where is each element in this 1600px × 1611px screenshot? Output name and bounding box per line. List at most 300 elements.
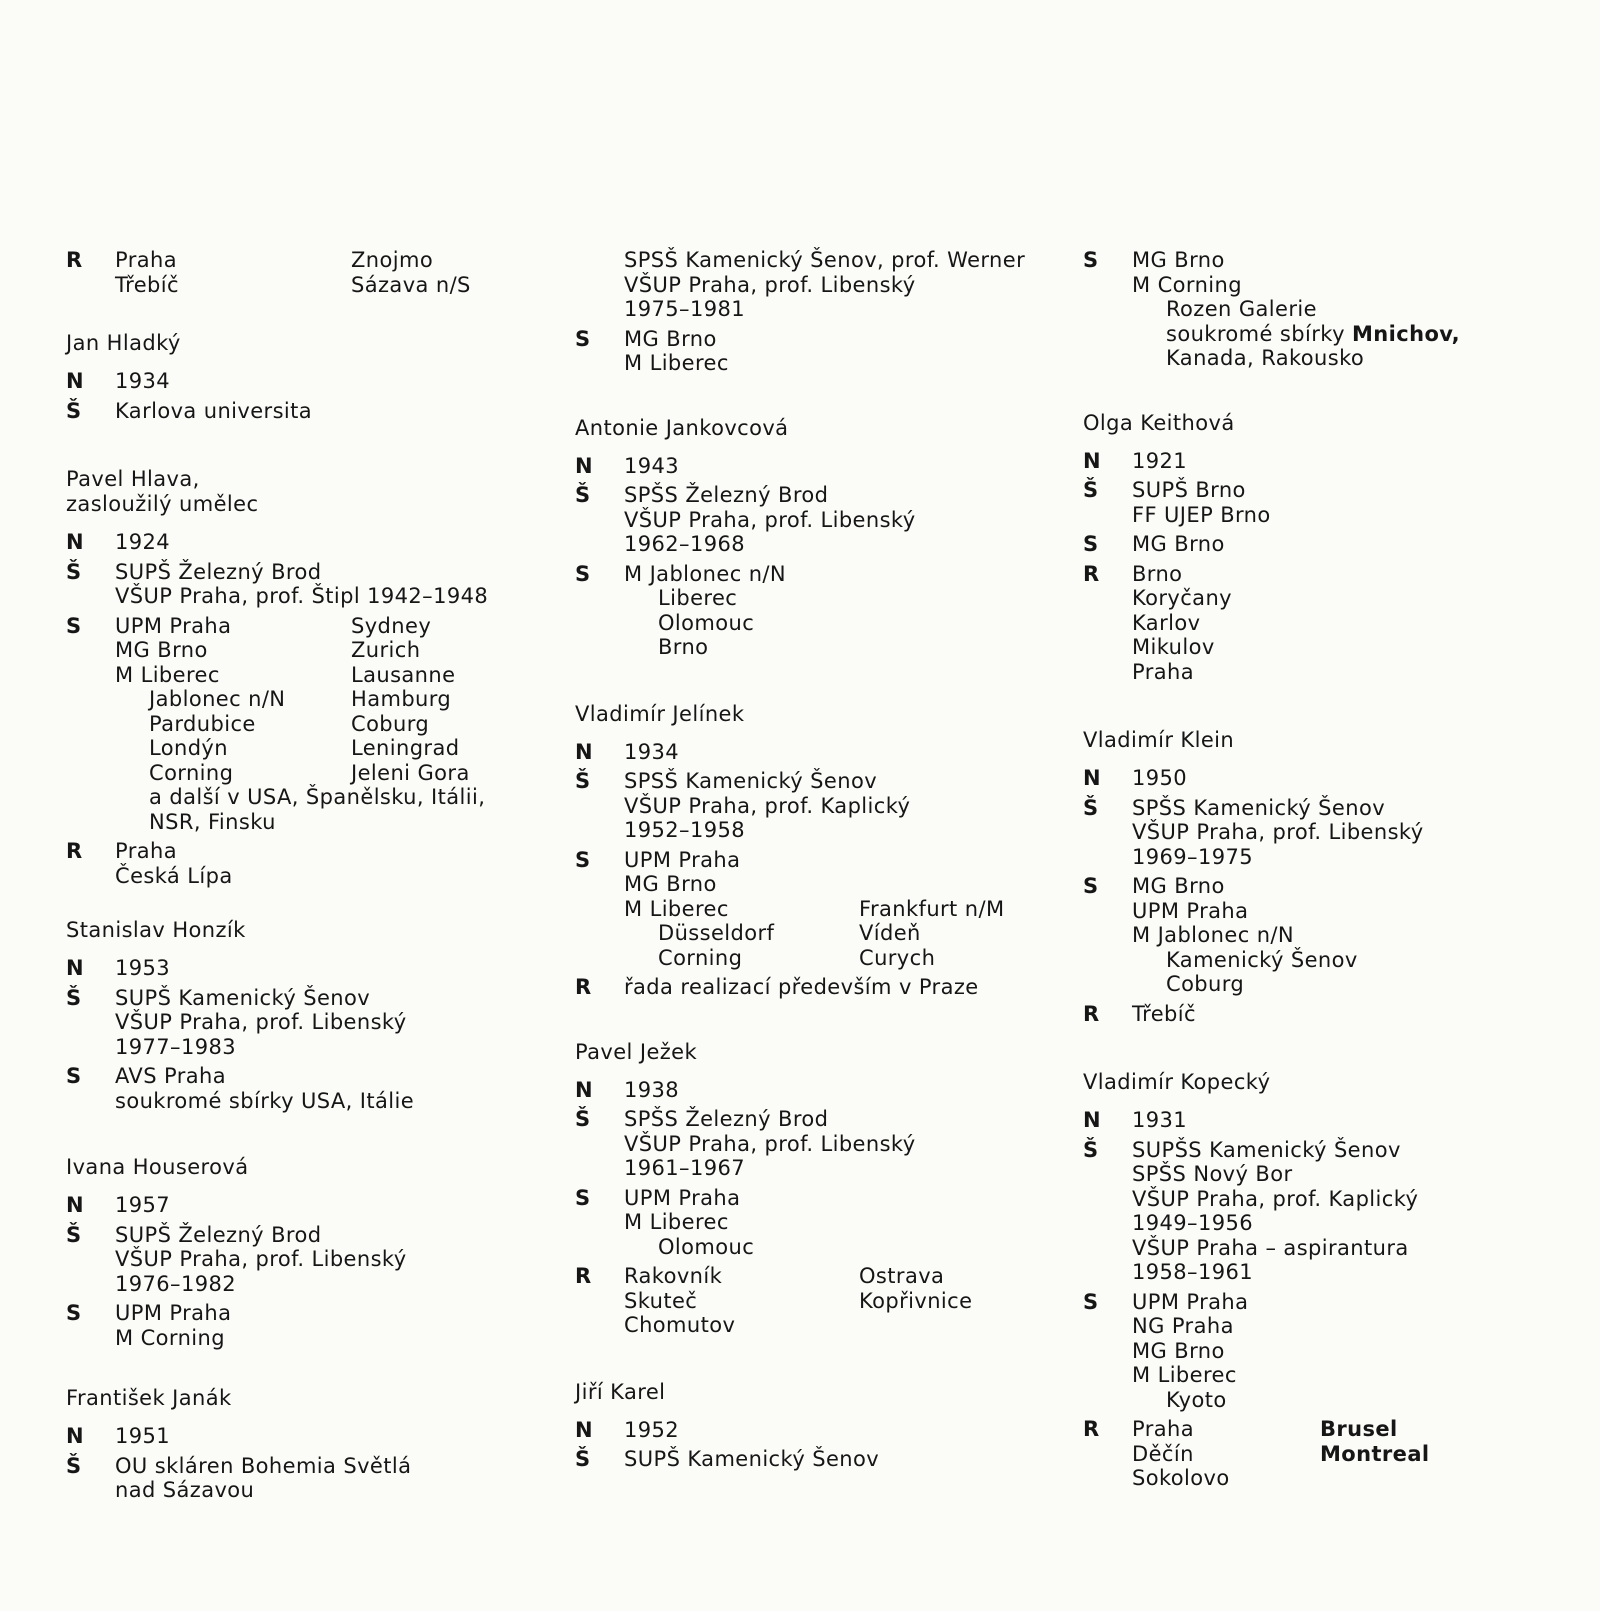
text-line <box>115 530 546 555</box>
line-text: M Liberec <box>1132 1363 1237 1387</box>
text-line <box>1132 503 1563 528</box>
section-letter: S <box>575 1185 591 1210</box>
line-text: SPŠS Nový Bor <box>1132 1162 1293 1186</box>
section-letter: S <box>66 613 82 638</box>
text-line <box>624 848 1055 873</box>
text-line <box>115 1223 546 1248</box>
section-lines <box>115 560 546 609</box>
person-name: Olga Keithová <box>1083 410 1235 435</box>
text-line <box>1132 562 1563 587</box>
person-name: Vladimír Jelínek <box>575 701 745 726</box>
entry-section <box>575 1186 1055 1260</box>
line-text: M Corning <box>115 1325 225 1350</box>
section-letter: Š <box>575 769 591 793</box>
text-line <box>115 712 546 737</box>
line-text: Karlova universita <box>115 398 313 423</box>
line-text: 1951 <box>115 1424 171 1448</box>
line-text: MG Brno <box>1132 248 1225 272</box>
line-text: VŠUP Praha, prof. Libenský <box>624 1131 916 1156</box>
text-line <box>115 248 546 273</box>
line-text: 1934 <box>115 369 171 393</box>
line-text-secondary: Zurich <box>351 638 421 662</box>
line-text: SPŠS Železný Brod <box>624 1107 829 1131</box>
text-line <box>115 663 546 688</box>
entry-section <box>575 740 1055 765</box>
entry-section <box>66 1454 546 1503</box>
person-entry <box>66 467 546 888</box>
text-line <box>624 635 1055 660</box>
text-line <box>624 1210 1055 1235</box>
text-line <box>624 1264 1055 1289</box>
line-text: 1952 <box>624 1417 680 1442</box>
text-line <box>115 785 546 810</box>
entry-section <box>1083 1290 1563 1413</box>
text-line <box>624 1186 1055 1211</box>
entry-section <box>575 1447 1055 1472</box>
line-text: Karlov <box>1132 610 1201 635</box>
text-line <box>624 794 1055 819</box>
text-line <box>624 1235 1055 1260</box>
line-text: Česká Lípa <box>115 863 233 888</box>
line-text: SPŠS Železný Brod <box>624 483 829 507</box>
text-line <box>1132 796 1563 821</box>
section-letter: N <box>575 1417 593 1442</box>
text-line <box>1132 1466 1563 1491</box>
line-text: SUPŠ Železný Brod <box>115 1222 322 1247</box>
text-line <box>115 638 546 663</box>
line-text: UPM Praha <box>624 847 741 872</box>
text-line <box>1132 1260 1563 1285</box>
line-text: Brno <box>1132 561 1183 586</box>
text-line <box>115 1478 546 1503</box>
text-line <box>1132 1108 1563 1133</box>
text-line <box>624 1289 1055 1314</box>
line-text: NG Praha <box>1132 1314 1234 1338</box>
column-1 <box>66 248 546 1508</box>
line-text: 1950 <box>1132 766 1188 790</box>
text-line <box>1132 1236 1563 1261</box>
text-line <box>624 508 1055 533</box>
section-lines <box>624 248 1055 322</box>
section-lines <box>115 399 546 424</box>
text-line <box>1132 972 1563 997</box>
entry-section <box>575 483 1055 557</box>
text-line <box>1132 635 1563 660</box>
text-line <box>624 1107 1055 1132</box>
person-entry <box>575 1380 1055 1472</box>
text-line <box>115 1424 546 1449</box>
text-line <box>115 560 546 585</box>
line-text: M Jablonec n/N <box>1132 923 1295 947</box>
section-letter: S <box>575 326 591 351</box>
text-line <box>624 248 1055 273</box>
text-line <box>115 273 546 298</box>
section-letter: N <box>575 739 593 764</box>
column-2 <box>575 248 1055 1477</box>
line-text: Coburg <box>1166 972 1245 996</box>
text-line <box>1132 845 1563 870</box>
person-entry <box>1083 411 1563 685</box>
section-lines <box>1132 1417 1563 1491</box>
section-lines <box>1132 478 1563 527</box>
line-text: nad Sázavou <box>115 1478 255 1502</box>
text-line <box>1132 1187 1563 1212</box>
line-text-secondary: Ostrava <box>859 1264 945 1288</box>
line-text: Praha <box>1132 1417 1194 1441</box>
text-line <box>1132 1002 1563 1027</box>
line-text: 1957 <box>115 1193 171 1217</box>
text-line <box>1132 1162 1563 1187</box>
section-lines <box>624 1186 1055 1260</box>
text-line <box>1132 660 1563 685</box>
entry-section <box>575 975 1055 1000</box>
entry-section <box>66 1424 546 1449</box>
person-entry <box>66 331 546 423</box>
line-text: M Liberec <box>624 1210 729 1234</box>
section-letter: N <box>1083 766 1101 790</box>
line-text: 1938 <box>624 1077 680 1102</box>
text-line <box>624 1156 1055 1181</box>
line-text: SPŠS Kamenický Šenov <box>1132 795 1386 820</box>
section-letter: S <box>1083 874 1099 898</box>
line-text: UPM Praha <box>624 1185 741 1210</box>
text-line <box>624 297 1055 322</box>
line-text: UPM Praha <box>115 1301 232 1325</box>
text-line <box>115 687 546 712</box>
text-line <box>1132 586 1563 611</box>
text-line <box>115 1272 546 1297</box>
person-entry <box>575 702 1055 1000</box>
person-name: Vladimír Kopecký <box>1083 1070 1271 1094</box>
section-letter: N <box>66 1424 84 1448</box>
section-lines <box>624 483 1055 557</box>
entry-section <box>575 1107 1055 1181</box>
section-letter: Š <box>66 985 82 1010</box>
line-text: Praha <box>1132 659 1194 684</box>
section-letter: S <box>575 847 591 872</box>
line-text-secondary: Vídeň <box>859 921 921 945</box>
line-text: VŠUP Praha, prof. Kaplický <box>1132 1186 1419 1211</box>
person-name-line: Pavel Hlava, <box>66 467 200 491</box>
person-name: František Janák <box>66 1386 232 1410</box>
line-text: SPSŠ Kamenický Šenov <box>624 769 878 793</box>
person-entry <box>575 1040 1055 1338</box>
text-line <box>1132 1442 1563 1467</box>
section-lines <box>1132 766 1563 791</box>
text-line <box>624 1313 1055 1338</box>
line-text: Kanada, Rakousko <box>1166 346 1365 370</box>
line-text: MG Brno <box>1132 874 1225 898</box>
line-text: Děčín <box>1132 1441 1194 1466</box>
text-line <box>624 586 1055 611</box>
line-text: Rozen Galerie <box>1166 297 1317 321</box>
text-line <box>1132 297 1563 322</box>
entry-section <box>1083 1138 1563 1285</box>
line-text: FF UJEP Brno <box>1132 502 1271 527</box>
entry-section <box>575 848 1055 971</box>
section-lines <box>624 562 1055 660</box>
section-letter: N <box>66 1193 84 1217</box>
line-text: 1962–1968 <box>624 532 745 556</box>
section-letter: R <box>575 1264 592 1288</box>
text-line <box>624 327 1055 352</box>
section-lines <box>1132 874 1563 997</box>
line-text: MG Brno <box>1132 532 1225 556</box>
text-line <box>1132 899 1563 924</box>
text-line <box>115 736 546 761</box>
entry-section <box>66 1064 546 1113</box>
section-letter: Š <box>66 398 82 423</box>
person-name <box>66 467 546 517</box>
text-line <box>1132 1314 1563 1339</box>
entry-section <box>66 839 546 888</box>
entry-section <box>1083 1108 1563 1133</box>
section-letter: R <box>66 248 83 272</box>
line-text: Sokolovo <box>1132 1466 1230 1490</box>
section-lines <box>115 956 546 981</box>
line-text-secondary: Sydney <box>351 613 432 638</box>
section-letter: Š <box>575 1107 591 1131</box>
line-text: 1952–1958 <box>624 818 745 842</box>
entry-section <box>1083 1002 1563 1027</box>
entry-section <box>66 369 546 394</box>
text-line <box>624 897 1055 922</box>
section-letter: S <box>1083 1289 1099 1314</box>
text-line <box>115 839 546 864</box>
line-text: Rakovník <box>624 1264 723 1288</box>
line-text-secondary: Coburg <box>351 711 430 736</box>
section-letter: Š <box>575 483 591 507</box>
text-line <box>1132 1339 1563 1364</box>
section-lines <box>624 1264 1055 1338</box>
person-entry <box>66 918 546 1113</box>
text-line <box>624 562 1055 587</box>
line-text-secondary: Jeleni Gora <box>351 760 470 785</box>
line-text: Kyoto <box>1166 1387 1227 1412</box>
section-letter: Š <box>575 1447 591 1471</box>
entry-section <box>575 248 1055 322</box>
section-lines <box>1132 532 1563 557</box>
person-name: Jiří Karel <box>575 1379 666 1404</box>
person-entry <box>66 1386 546 1503</box>
line-text-secondary: Lausanne <box>351 662 456 687</box>
line-text: VŠUP Praha, prof. Libenský <box>1132 820 1424 844</box>
section-lines <box>115 1064 546 1113</box>
line-text: Třebíč <box>1132 1001 1196 1026</box>
section-letter: N <box>66 956 84 980</box>
entry-section <box>1083 478 1563 527</box>
line-text: MG Brno <box>115 638 208 662</box>
text-line <box>115 399 546 424</box>
line-text: 1961–1967 <box>624 1156 745 1180</box>
text-line <box>1132 923 1563 948</box>
section-lines <box>624 1107 1055 1181</box>
line-text: Koryčany <box>1132 586 1232 610</box>
line-text: M Jablonec n/N <box>624 561 787 586</box>
entry-section <box>66 986 546 1060</box>
line-text: VŠUP Praha, prof. Štipl 1942–1948 <box>115 584 489 608</box>
text-line <box>115 986 546 1011</box>
text-line <box>624 769 1055 794</box>
text-line <box>1132 1211 1563 1236</box>
text-line <box>115 956 546 981</box>
section-lines <box>624 975 1055 1000</box>
text-line <box>115 1301 546 1326</box>
line-text: 1975–1981 <box>624 297 745 321</box>
section-lines <box>115 614 546 835</box>
section-lines <box>1132 562 1563 685</box>
section-letter: R <box>1083 1001 1100 1026</box>
text-line <box>1132 874 1563 899</box>
line-text: a další v USA, Španělsku, Itálii, <box>149 785 486 809</box>
line-text: 1934 <box>624 739 680 764</box>
line-text: 1958–1961 <box>1132 1260 1253 1284</box>
person-entry <box>575 248 1055 376</box>
section-letter: Š <box>66 559 82 584</box>
line-text: M Corning <box>1132 272 1242 297</box>
entry-section <box>66 248 546 297</box>
line-text: Praha <box>115 248 177 272</box>
line-text-secondary: Leningrad <box>351 736 460 760</box>
section-letter: N <box>1083 448 1101 473</box>
line-text: Pardubice <box>149 711 256 736</box>
line-text-secondary: Brusel <box>1320 1417 1398 1441</box>
person-entry <box>1083 1070 1563 1491</box>
section-letter: Š <box>66 1222 82 1247</box>
section-lines <box>1132 1138 1563 1285</box>
entry-section <box>1083 1417 1563 1491</box>
section-letter <box>575 248 624 322</box>
person-name: Antonie Jankovcová <box>575 415 789 440</box>
line-text: SUPŠ Kamenický Šenov <box>624 1447 880 1471</box>
section-lines <box>1132 248 1563 371</box>
entry-section <box>1083 766 1563 791</box>
line-text-secondary: Frankfurt n/M <box>859 896 1005 921</box>
section-letter: N <box>66 530 84 554</box>
line-text: soukromé sbírky USA, Itálie <box>115 1088 415 1113</box>
person-name: Vladimír Klein <box>1083 728 1235 752</box>
person-name: Ivana Houserová <box>66 1155 249 1179</box>
line-text: VŠUP Praha, prof. Libenský <box>624 272 916 297</box>
line-text: Chomutov <box>624 1313 736 1337</box>
person-name: Jan Hladký <box>66 331 181 355</box>
section-lines <box>1132 1002 1563 1027</box>
line-text: NSR, Finsku <box>149 809 276 834</box>
line-text: 1977–1983 <box>115 1034 236 1059</box>
text-line <box>115 1035 546 1060</box>
line-text: Mikulov <box>1132 635 1215 659</box>
text-line <box>1132 1363 1563 1388</box>
line-text: Skuteč <box>624 1288 698 1313</box>
entry-section <box>575 562 1055 660</box>
text-line <box>624 454 1055 479</box>
entry-section <box>575 1264 1055 1338</box>
section-letter: R <box>1083 1417 1100 1441</box>
text-line <box>624 872 1055 897</box>
line-text: 1976–1982 <box>115 1271 236 1296</box>
text-line <box>624 273 1055 298</box>
section-letter: S <box>66 1064 82 1088</box>
line-text: Kamenický Šenov <box>1166 947 1358 972</box>
entry-section <box>66 560 546 609</box>
line-text: M Liberec <box>624 351 729 375</box>
section-letter: N <box>575 453 593 478</box>
text-line <box>115 1193 546 1218</box>
section-lines <box>115 1193 546 1218</box>
text-line <box>115 1089 546 1114</box>
section-letter: S <box>575 561 591 586</box>
section-letter: R <box>1083 561 1100 586</box>
entry-section <box>66 614 546 835</box>
section-letter: Š <box>1083 795 1099 820</box>
entry-section <box>66 399 546 424</box>
section-lines <box>624 740 1055 765</box>
section-lines <box>1132 449 1563 474</box>
text-line <box>115 1326 546 1351</box>
text-line <box>624 483 1055 508</box>
section-letter: N <box>66 369 84 393</box>
entry-section <box>575 1418 1055 1443</box>
text-line <box>115 584 546 609</box>
section-letter: R <box>66 839 83 863</box>
entry-section <box>1083 248 1563 371</box>
section-letter: S <box>1083 532 1099 556</box>
text-line <box>1132 948 1563 973</box>
section-letter: N <box>575 1077 593 1102</box>
line-text: 1924 <box>115 530 171 554</box>
entry-section <box>66 956 546 981</box>
section-lines <box>115 1424 546 1449</box>
text-line <box>1132 766 1563 791</box>
text-line <box>1132 1417 1563 1442</box>
section-lines <box>115 248 546 297</box>
line-text: Jablonec n/N <box>149 687 286 711</box>
section-lines <box>115 839 546 888</box>
line-text-secondary: Kopřivnice <box>859 1288 973 1313</box>
line-text: řada realizací především v Praze <box>624 975 979 999</box>
entry-section <box>1083 532 1563 557</box>
line-text: OU skláren Bohemia Světlá <box>115 1453 412 1478</box>
section-letter: Š <box>1083 1137 1099 1162</box>
text-line <box>1132 532 1563 557</box>
entry-section <box>575 327 1055 376</box>
section-lines <box>115 1454 546 1503</box>
line-text: M Liberec <box>624 896 729 921</box>
section-letter: Š <box>66 1453 82 1478</box>
line-text: Praha <box>115 839 177 863</box>
section-lines <box>115 986 546 1060</box>
person-entry <box>66 248 546 297</box>
line-text: Liberec <box>658 586 738 610</box>
text-line <box>624 532 1055 557</box>
line-text: 1943 <box>624 453 680 478</box>
section-letter: R <box>575 975 592 999</box>
text-line <box>624 1418 1055 1443</box>
section-letter: Š <box>1083 478 1099 502</box>
line-text: 1931 <box>1132 1108 1188 1132</box>
section-lines <box>115 1301 546 1350</box>
line-text: VŠUP Praha – aspirantura <box>1132 1235 1409 1260</box>
line-text: UPM Praha <box>1132 1289 1249 1314</box>
text-line <box>1132 248 1563 273</box>
section-lines <box>624 454 1055 479</box>
line-text: SPSŠ Kamenický Šenov, prof. Werner <box>624 248 1026 272</box>
text-line <box>624 611 1055 636</box>
line-text-secondary: Sázava n/S <box>351 272 471 297</box>
line-text: Třebíč <box>115 272 179 297</box>
text-line <box>624 975 1055 1000</box>
text-line <box>115 1010 546 1035</box>
